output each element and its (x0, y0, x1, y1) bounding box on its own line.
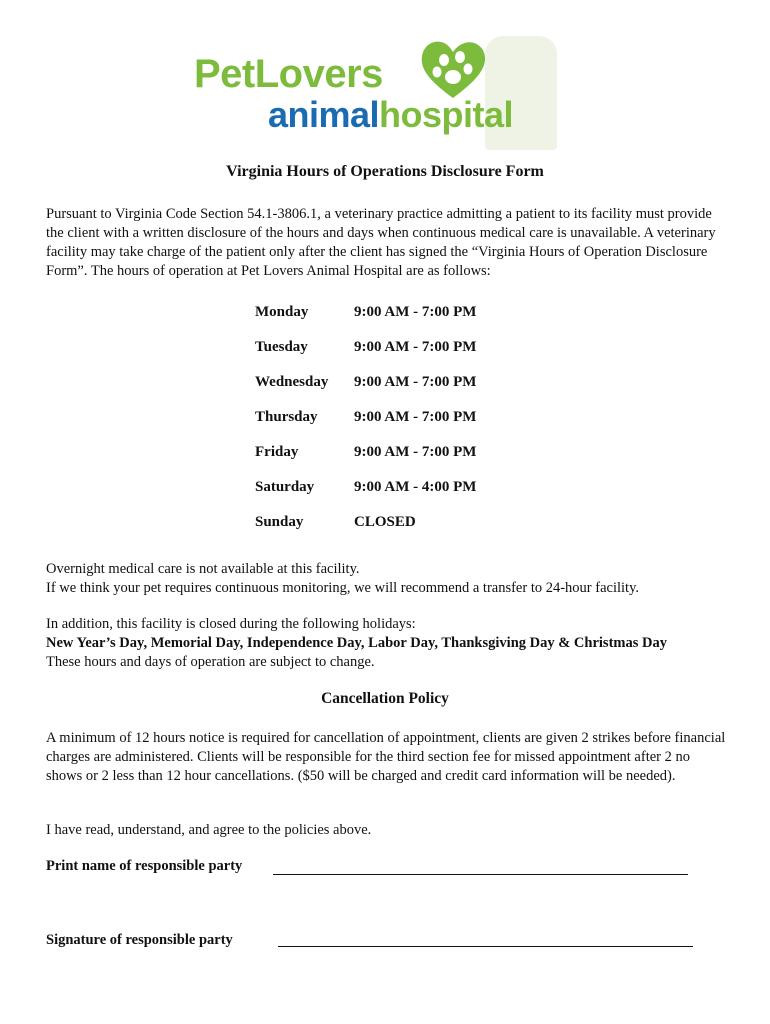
overnight-line-1: Overnight medical care is not available at this facility. (46, 561, 360, 577)
cancellation-text: A minimum of 12 hours notice is required for cancellation of appointment, clients are given 2 strikes before financial charges are administered. Clients will be responsible for the third section fee for missed appointment after 2 no shows or 2 less than 12 hour cancellations. ($50 will be charged and credit card information will be needed). (46, 730, 726, 784)
day-label: Friday (255, 444, 299, 460)
logo-line-1: PetLovers (194, 52, 383, 96)
day-label: Monday (255, 304, 309, 320)
signature-label: Signature of responsible party (46, 932, 233, 948)
day-label: Tuesday (255, 339, 308, 355)
subject-to-change-note: These hours and days of operation are subject to change. (46, 654, 375, 670)
holidays-list: New Year’s Day, Memorial Day, Independence Day, Labor Day, Thanksgiving Day & Christmas Day (46, 635, 667, 651)
intro-paragraph: Pursuant to Virginia Code Section 54.1-3806.1, a veterinary practice admitting a patient to its facility must provide the client with a written disclosure of the hours and days when continuous medical care is unavailable. A veterinary facility may take charge of the patient only after the client has signed the “Virginia Hours of Operation Disclosure Form”. The hours of operation at Pet Lovers Animal Hospital are as follows: (46, 206, 716, 279)
day-label: Sunday (255, 514, 304, 530)
day-label: Wednesday (255, 374, 329, 390)
time-value: 9:00 AM - 7:00 PM (354, 339, 477, 355)
time-value: 9:00 AM - 7:00 PM (354, 304, 477, 320)
form-title: Virginia Hours of Operations Disclosure Form (226, 163, 544, 180)
holidays-intro: In addition, this facility is closed during the following holidays: (46, 616, 416, 632)
time-value: 9:00 AM - 7:00 PM (354, 444, 477, 460)
print-name-label: Print name of responsible party (46, 858, 243, 874)
time-value: 9:00 AM - 4:00 PM (354, 479, 477, 495)
day-label: Saturday (255, 479, 315, 495)
pet-lovers-logo (190, 36, 562, 152)
time-value: CLOSED (354, 514, 416, 530)
time-value: 9:00 AM - 7:00 PM (354, 374, 477, 390)
print-name-line[interactable] (273, 874, 688, 875)
holidays-section (46, 615, 726, 672)
heart-paw-icon (418, 36, 488, 102)
signature-line[interactable] (278, 946, 693, 947)
time-value: 9:00 AM - 7:00 PM (354, 409, 477, 425)
overnight-line-2: If we think your pet requires continuous monitoring, we will recommend a transfer to 24-hour facility. (46, 580, 639, 596)
cancellation-title: Cancellation Policy (321, 690, 449, 707)
day-label: Thursday (255, 409, 318, 425)
logo-line-2: animalhospital (268, 94, 514, 135)
agreement-text: I have read, understand, and agree to the policies above. (46, 822, 372, 838)
overnight-notice (46, 560, 726, 598)
